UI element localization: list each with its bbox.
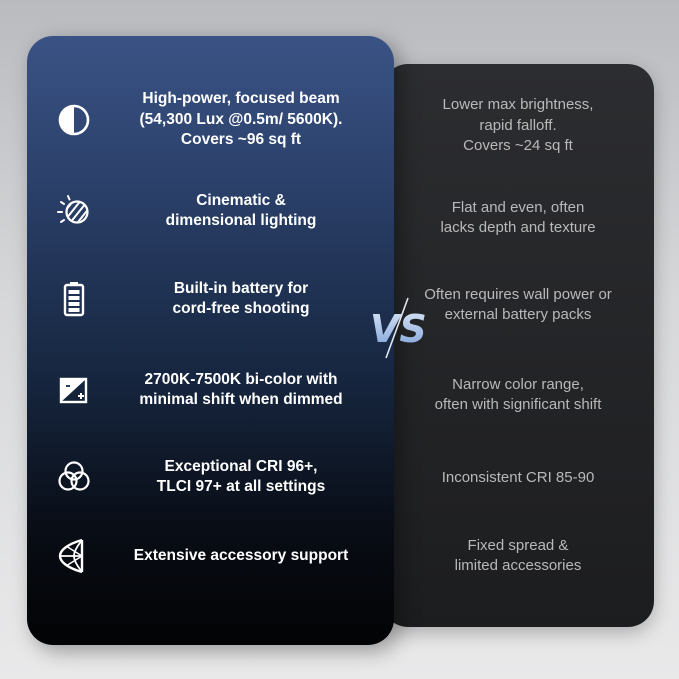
- feature-row-beam: [27, 90, 394, 150]
- competitor-feature-text: Narrow color range, often with significant shift: [434, 375, 602, 413]
- vs-label: VS: [370, 307, 427, 351]
- product-feature-text: Exceptional CRI 96+, TLCI 97+ at all settings: [156, 457, 326, 495]
- feature-row-lighting: [27, 181, 394, 241]
- competitor-row-beam: [382, 96, 654, 156]
- competitor-feature-text: Inconsistent CRI 85-90: [441, 468, 595, 486]
- competitor-feature-text: Lower max brightness, rapid falloff. Covers ~24 sq ft: [442, 96, 594, 155]
- product-feature-text: Extensive accessory support: [133, 546, 349, 564]
- product-feature-text: Cinematic & dimensional lighting: [165, 191, 317, 229]
- product-feature-text: High-power, focused beam (54,300 Lux @0.5m/ 5600K). Covers ~96 sq ft: [139, 90, 343, 149]
- rgb-circles-icon: [55, 458, 93, 496]
- bi-color-adjust-icon: [55, 371, 93, 409]
- feature-row-battery: [27, 269, 394, 329]
- vs-badge: [368, 296, 427, 360]
- competitor-row-cri: [382, 448, 654, 508]
- product-feature-text: 2700K-7500K bi-color with minimal shift when dimmed: [139, 370, 343, 408]
- competitor-row-bicolor: [382, 365, 654, 425]
- battery-icon: [55, 280, 93, 318]
- competitor-feature-text: Often requires wall power or external battery packs: [424, 285, 612, 323]
- feature-row-bicolor: [27, 360, 394, 420]
- competitor-row-accessories: [382, 526, 654, 586]
- feature-row-accessories: [27, 526, 394, 586]
- half-circle-contrast-icon: [55, 101, 93, 139]
- competitor-row-lighting: [382, 188, 654, 248]
- softbox-reflector-icon: [55, 537, 93, 575]
- competitor-feature-text: Flat and even, often lacks depth and texture: [440, 198, 596, 236]
- striped-light-rays-icon: [55, 192, 93, 230]
- feature-row-cri: [27, 447, 394, 507]
- competitor-feature-text: Fixed spread & limited accessories: [454, 536, 582, 574]
- product-feature-text: Built-in battery for cord-free shooting: [172, 279, 310, 317]
